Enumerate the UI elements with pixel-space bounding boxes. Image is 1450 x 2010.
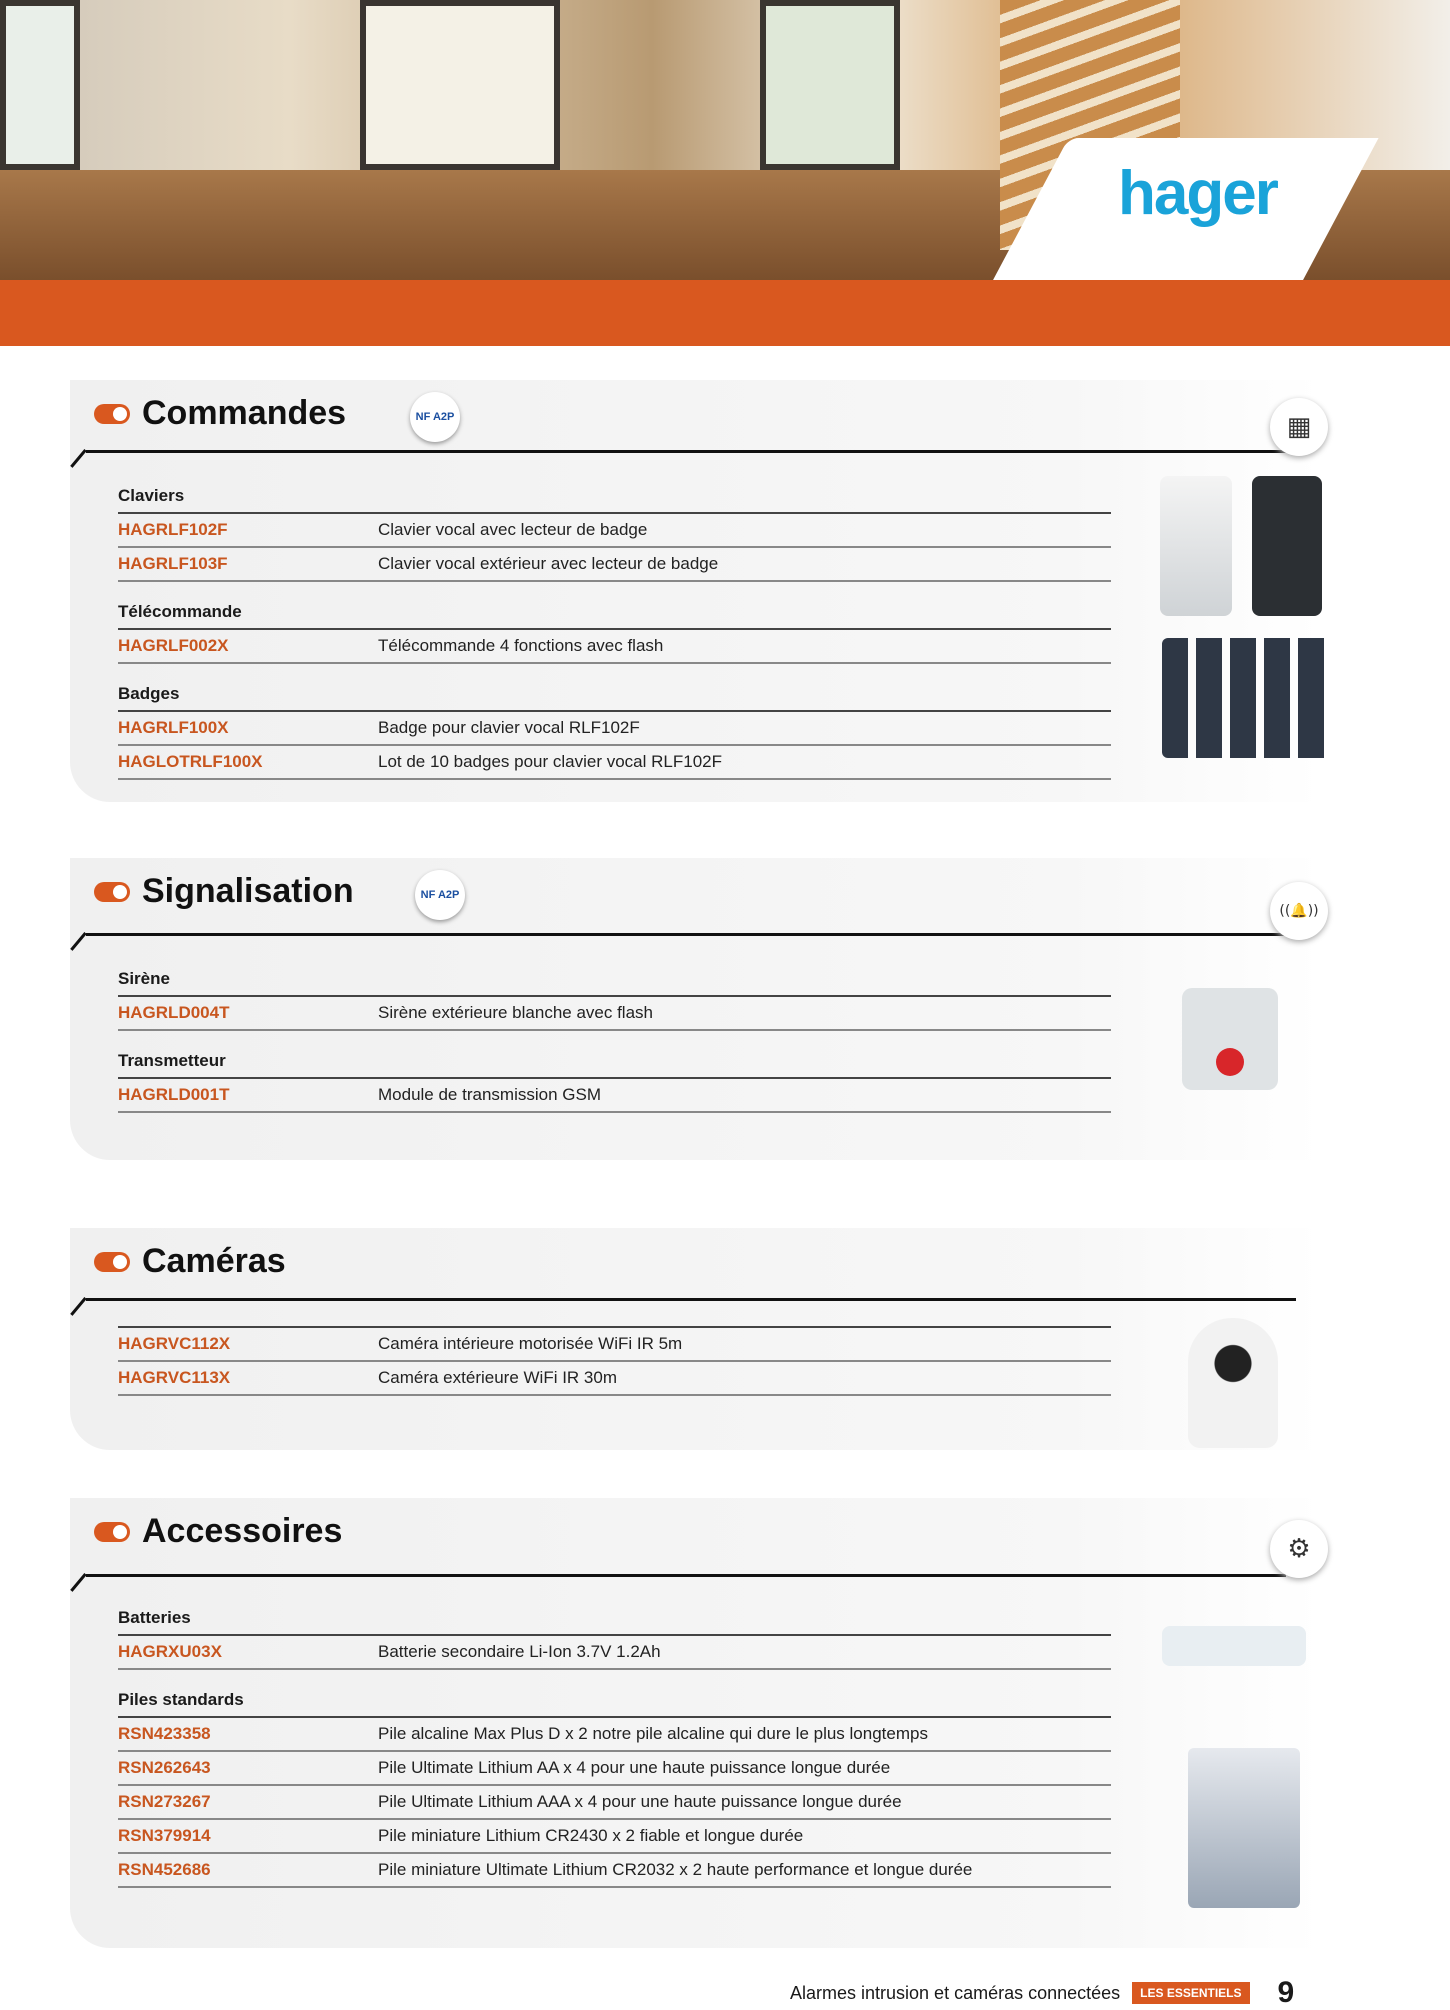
product-description: Pile miniature Lithium CR2430 x 2 fiable et longue durée <box>378 1826 804 1845</box>
table-row <box>118 1328 1111 1362</box>
product-code[interactable]: RSN262643 <box>118 1758 211 1777</box>
product-description: Module de transmission GSM <box>378 1085 601 1104</box>
siren-image <box>1182 988 1278 1090</box>
table-row <box>118 1854 1111 1888</box>
orange-band <box>0 280 1450 346</box>
product-table <box>118 963 1111 1113</box>
table-row <box>118 630 1111 664</box>
section-divider <box>86 450 1296 453</box>
product-table <box>118 480 1111 780</box>
product-code[interactable]: HAGRVC113X <box>118 1368 231 1387</box>
siren-icon: ((🔔)) <box>1270 882 1328 940</box>
group-heading: Télécommande <box>118 596 1111 630</box>
product-code[interactable]: HAGRLF102F <box>118 520 228 539</box>
product-code[interactable]: HAGLOTRLF100X <box>118 752 263 771</box>
table-row <box>118 1636 1111 1670</box>
product-code[interactable]: HAGRLD001T <box>118 1085 230 1104</box>
table-row <box>118 1079 1111 1113</box>
table-row <box>118 1718 1111 1752</box>
product-description: Pile alcaline Max Plus D x 2 notre pile alcaline qui dure le plus longtemps <box>378 1724 928 1743</box>
product-code[interactable]: RSN273267 <box>118 1792 211 1811</box>
section-title: Commandes <box>142 394 347 432</box>
group-heading: Badges <box>118 678 1111 712</box>
energizer-pack-image <box>1188 1748 1300 1908</box>
group-heading: Claviers <box>118 480 1111 514</box>
product-code[interactable]: HAGRLF100X <box>118 718 229 737</box>
product-code[interactable]: RSN423358 <box>118 1724 211 1743</box>
section-divider <box>86 1574 1286 1577</box>
table-row <box>118 746 1111 780</box>
section-title: Caméras <box>142 1242 286 1280</box>
section-divider <box>86 1298 1296 1301</box>
product-description: Pile Ultimate Lithium AA x 4 pour une haute puissance longue durée <box>378 1758 891 1777</box>
section-toggle-icon <box>94 404 130 424</box>
camera-image <box>1188 1318 1278 1448</box>
footer-badge: LES ESSENTIELS <box>1132 1982 1249 2004</box>
footer-title: Alarmes intrusion et caméras connectées <box>790 1982 1121 2003</box>
section-title: Signalisation <box>142 872 354 910</box>
product-description: Caméra extérieure WiFi IR 30m <box>378 1368 618 1387</box>
table-row <box>118 712 1111 746</box>
product-description: Batterie secondaire Li-Ion 3.7V 1.2Ah <box>378 1642 661 1661</box>
product-description: Clavier vocal avec lecteur de badge <box>378 520 648 539</box>
product-description: Clavier vocal extérieur avec lecteur de badge <box>378 554 719 573</box>
group-heading: Piles standards <box>118 1684 1111 1718</box>
badges-image <box>1162 638 1332 758</box>
product-code[interactable]: RSN379914 <box>118 1826 211 1845</box>
nf-a2p-badge: NF A2P <box>415 870 465 920</box>
product-description: Pile Ultimate Lithium AAA x 4 pour une haute puissance longue durée <box>378 1792 902 1811</box>
product-description: Lot de 10 badges pour clavier vocal RLF102F <box>378 752 722 771</box>
hager-logo: hager <box>1118 159 1277 228</box>
table-row <box>118 514 1111 548</box>
page-number: 9 <box>1277 1976 1295 2009</box>
section-divider <box>86 933 1286 936</box>
table-row <box>118 1820 1111 1854</box>
remote-image <box>1160 476 1232 616</box>
product-description: Pile miniature Ultimate Lithium CR2032 x 2 haute performance et longue durée <box>378 1860 973 1879</box>
product-description: Sirène extérieure blanche avec flash <box>378 1003 653 1022</box>
battery-image <box>1162 1626 1306 1666</box>
section-toggle-icon <box>94 882 130 902</box>
table-row <box>118 997 1111 1031</box>
section-title: Accessoires <box>142 1512 343 1550</box>
footer <box>790 1976 1294 2010</box>
product-description: Badge pour clavier vocal RLF102F <box>378 718 640 737</box>
product-code[interactable]: HAGRLF002X <box>118 636 229 655</box>
product-description: Caméra intérieure motorisée WiFi IR 5m <box>378 1334 683 1353</box>
product-code[interactable]: HAGRXU03X <box>118 1642 222 1661</box>
product-description: Télécommande 4 fonctions avec flash <box>378 636 664 655</box>
header-photo <box>0 0 1450 280</box>
product-code[interactable]: HAGRVC112X <box>118 1334 231 1353</box>
section-caméras <box>70 1228 1320 1450</box>
section-commandes <box>70 380 1320 802</box>
gear-icon: ⚙ <box>1270 1520 1328 1578</box>
section-toggle-icon <box>94 1522 130 1542</box>
section-signalisation <box>70 858 1320 1160</box>
group-heading: Sirène <box>118 963 1111 997</box>
group-heading: Transmetteur <box>118 1045 1111 1079</box>
product-code[interactable]: HAGRLF103F <box>118 554 228 573</box>
section-toggle-icon <box>94 1252 130 1272</box>
table-row <box>118 1362 1111 1396</box>
group-heading: Batteries <box>118 1602 1111 1636</box>
section-accessoires <box>70 1498 1320 1948</box>
nf-a2p-badge: NF A2P <box>410 392 460 442</box>
keypad-image <box>1252 476 1322 616</box>
table-row <box>118 1786 1111 1820</box>
product-code[interactable]: HAGRLD004T <box>118 1003 230 1022</box>
table-row <box>118 548 1111 582</box>
product-table <box>118 1602 1111 1888</box>
product-code[interactable]: RSN452686 <box>118 1860 211 1879</box>
remote-control-icon: ▦ <box>1270 398 1328 456</box>
product-table <box>118 1326 1111 1396</box>
table-row <box>118 1752 1111 1786</box>
